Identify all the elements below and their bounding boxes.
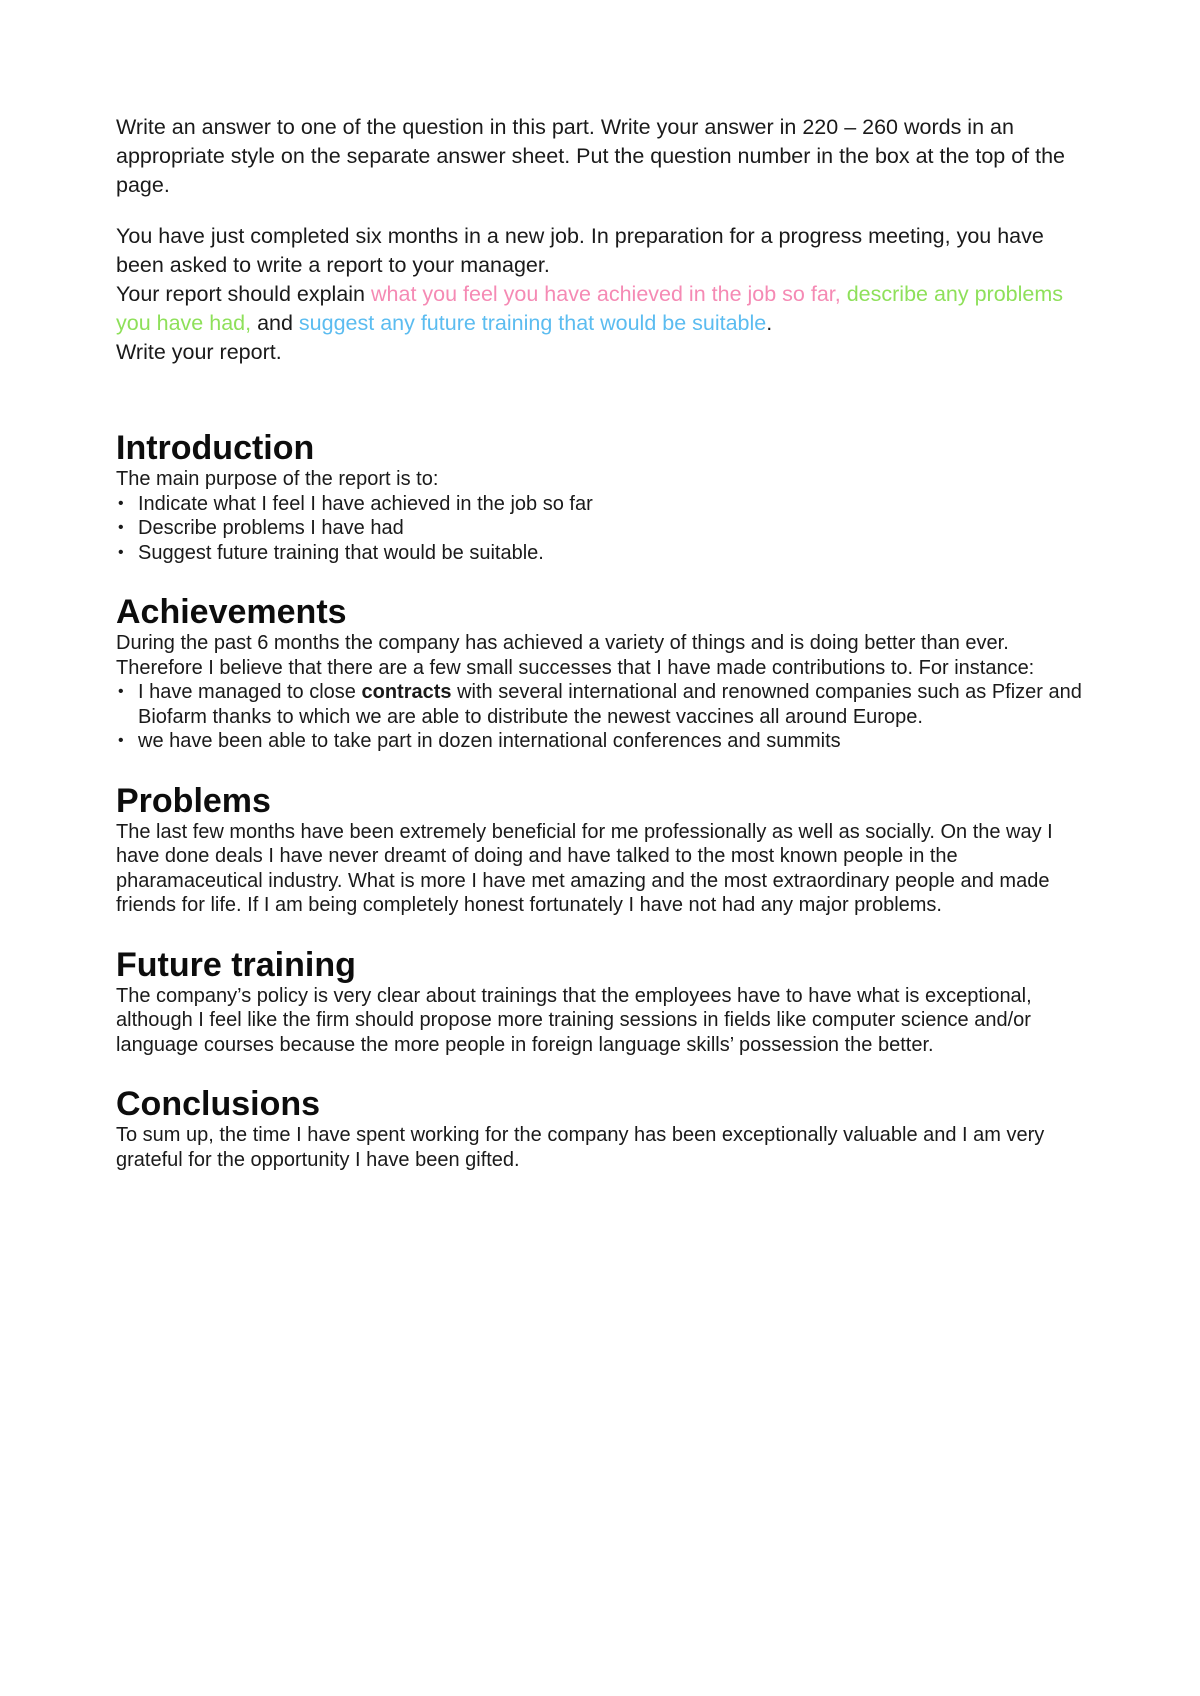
task-instruction-write: Write your report. [116,340,282,364]
section-achievements [116,593,1088,754]
task-context: You have just completed six months in a new job. In preparation for a progress meeting, you have been asked to write a report to your manager. [116,224,1044,277]
task-instructions: Write an answer to one of the question in this part. Write your answer in 220 – 260 words in an appropriate style on the separate answer sheet. Put the question number in the box at the top of the page. [116,115,1066,197]
achievement-1-suffix: with several international and renowned companies such as Pfizer and Biofarm thanks to which we are able to distribute the newest vaccines all around Europe. [138,681,1082,728]
task-requirements [116,280,1088,338]
heading-problems: Problems [116,781,271,820]
task-point-problems: describe any problems you have had, [116,282,1064,335]
introduction-text: The main purpose of the report is to: [116,468,439,490]
task-point-achieved: what you feel you have achieved in the job so far, [371,282,841,306]
task-period: . [766,311,773,335]
achievements-list [116,680,1088,754]
achievements-text: During the past 6 months the company has achieved a variety of things and is doing better than ever. Therefore I believe that there are a few small successes that I have made contributions to. For instance: [116,632,1035,679]
task-requirements-prefix: Your report should explain [116,282,371,306]
section-future-training [116,946,1088,1058]
task-prompt [116,222,1088,367]
future-training-text: The company’s policy is very clear about trainings that the employees have to have what is exceptional, although I feel like the firm should propose more training sessions in fields like computer science and/or language courses because the more people in foreign language skills’ possession the better. [116,984,1032,1056]
achievement-1-prefix: I have managed to close [138,681,362,703]
list-item: • we have been able to take part in dozen international conferences and summits [116,729,1088,754]
heading-achievements: Achievements [116,593,347,631]
section-problems [116,782,1088,918]
list-item [116,680,1088,729]
heading-conclusions: Conclusions [116,1085,321,1123]
section-conclusions [116,1085,1088,1172]
list-item: • Indicate what I feel I have achieved in the job so far [116,492,1088,517]
task-and-word: and [251,311,299,335]
list-item: • Suggest future training that would be suitable. [116,541,1088,566]
task-point-training: suggest any future training that would be suitable [298,311,767,335]
heading-introduction: Introduction [116,429,315,467]
achievement-1-bold-word: contracts [361,681,452,703]
conclusions-text: To sum up, the time I have spent working for the company has been exceptionally valuable and I am very grateful for the opportunity I have been gifted. [116,1124,1045,1171]
list-item: • Describe problems I have had [116,516,1088,541]
introduction-list [116,492,1088,566]
document-page [116,113,1088,1200]
section-introduction [116,429,1088,565]
heading-future-training: Future training [116,945,356,984]
report-body [116,429,1088,1172]
problems-text: The last few months have been extremely beneficial for me professionally as well as socially. On the way I have done deals I have never dreamt of doing and have talked to the most known people in the pharamaceutical industry. What is more I have met amazing and the most extraordinary people and made friends for life. If I am being completely honest fortunately I have not had any major problems. [116,820,1053,916]
